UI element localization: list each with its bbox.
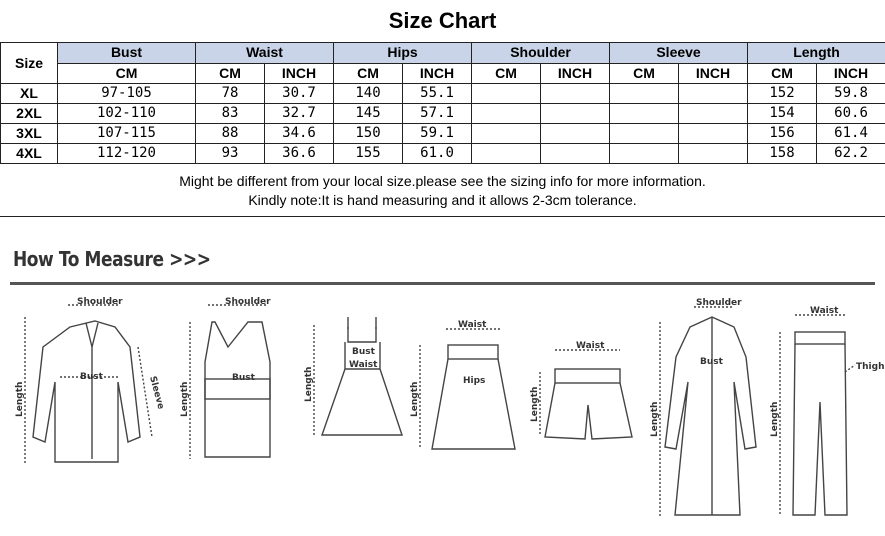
how-to-measure-heading: How To Measure >>> <box>13 247 211 271</box>
unit-header: INCH <box>679 63 748 84</box>
length-label: Length <box>770 401 780 437</box>
unit-header: INCH <box>265 63 334 84</box>
how-to-measure-section <box>0 217 885 536</box>
shoulder-cm-cell <box>472 84 541 104</box>
length-inch-cell: 62.2 <box>817 144 885 164</box>
length-label: Length <box>180 381 190 417</box>
shoulder-label: Shoulder <box>225 297 271 307</box>
heading-divider <box>10 282 875 285</box>
table-row <box>1 104 885 124</box>
length-inch-cell: 61.4 <box>817 124 885 144</box>
group-header-hips: Hips <box>334 43 472 64</box>
waist-label: Waist <box>810 306 839 316</box>
bust-label: Bust <box>232 373 255 383</box>
sleeve-inch-cell <box>679 84 748 104</box>
length-cm-cell: 156 <box>748 124 817 144</box>
bust-label: Bust <box>700 357 723 367</box>
hips-label: Hips <box>463 376 486 386</box>
shoulder-label: Shoulder <box>77 297 123 307</box>
table-row <box>1 84 885 104</box>
thigh-label: Thigh <box>856 362 885 372</box>
shoulder-label: Shoulder <box>696 298 742 308</box>
sizing-notes <box>0 162 885 217</box>
length-cm-cell: 152 <box>748 84 817 104</box>
sleeve-inch-cell <box>679 104 748 124</box>
shorts-illustration <box>540 350 632 439</box>
unit-header: INCH <box>403 63 472 84</box>
unit-header: CM <box>610 63 679 84</box>
sleeve-cm-cell <box>610 144 679 164</box>
unit-header: CM <box>196 63 265 84</box>
hips-inch-cell: 57.1 <box>403 104 472 124</box>
waist-label: Waist <box>576 341 605 351</box>
chart-title: Size Chart <box>388 8 497 33</box>
unit-header: INCH <box>817 63 885 84</box>
waist-cm-cell: 78 <box>196 84 265 104</box>
garment-illustrations <box>0 287 885 536</box>
unit-header: CM <box>58 63 196 84</box>
coat-illustration <box>660 307 756 517</box>
unit-header: CM <box>472 63 541 84</box>
sleeve-cm-cell <box>610 124 679 144</box>
waist-inch-cell: 34.6 <box>265 124 334 144</box>
waist-inch-cell: 36.6 <box>265 144 334 164</box>
blouse-illustration <box>25 305 152 465</box>
size-cell: XL <box>1 84 58 104</box>
length-label: Length <box>650 401 660 437</box>
bust-cm-cell: 102-110 <box>58 104 196 124</box>
hips-inch-cell: 59.1 <box>403 124 472 144</box>
shoulder-cm-cell <box>472 124 541 144</box>
length-label: Length <box>15 381 25 417</box>
shoulder-inch-cell <box>541 144 610 164</box>
bust-cm-cell: 107-115 <box>58 124 196 144</box>
waist-inch-cell: 32.7 <box>265 104 334 124</box>
waist-label: Waist <box>458 320 487 330</box>
hips-inch-cell: 55.1 <box>403 84 472 104</box>
pants-illustration <box>780 315 855 515</box>
sleeve-cm-cell <box>610 84 679 104</box>
sleeve-label: Sleeve <box>147 375 166 411</box>
size-cell: 2XL <box>1 104 58 124</box>
group-header-bust: Bust <box>58 43 196 64</box>
table-row <box>1 124 885 144</box>
tank-top-illustration <box>190 305 270 459</box>
waist-label: Waist <box>349 360 378 370</box>
shoulder-inch-cell <box>541 104 610 124</box>
length-label: Length <box>410 381 420 417</box>
table-row <box>1 144 885 164</box>
shoulder-inch-cell <box>541 84 610 104</box>
shoulder-inch-cell <box>541 124 610 144</box>
size-cell: 3XL <box>1 124 58 144</box>
sleeve-inch-cell <box>679 124 748 144</box>
group-header-waist: Waist <box>196 43 334 64</box>
length-inch-cell: 60.6 <box>817 104 885 124</box>
group-header-shoulder: Shoulder <box>472 43 610 64</box>
note-line-2: Kindly note:It is hand measuring and it allows 2-3cm tolerance. <box>248 192 637 208</box>
hips-cm-cell: 155 <box>334 144 403 164</box>
waist-cm-cell: 83 <box>196 104 265 124</box>
bust-cm-cell: 112-120 <box>58 144 196 164</box>
hips-cm-cell: 140 <box>334 84 403 104</box>
skirt-illustration <box>420 329 515 449</box>
group-header-length: Length <box>748 43 885 64</box>
bust-label: Bust <box>80 372 103 382</box>
length-cm-cell: 158 <box>748 144 817 164</box>
waist-cm-cell: 88 <box>196 124 265 144</box>
unit-header: CM <box>334 63 403 84</box>
length-label: Length <box>304 366 314 402</box>
bust-label: Bust <box>352 347 375 357</box>
bust-cm-cell: 97-105 <box>58 84 196 104</box>
hips-inch-cell: 61.0 <box>403 144 472 164</box>
note-line-1: Might be different from your local size.please see the sizing info for more information. <box>179 173 706 189</box>
sleeve-cm-cell <box>610 104 679 124</box>
length-label: Length <box>530 386 540 422</box>
length-cm-cell: 154 <box>748 104 817 124</box>
length-inch-cell: 59.8 <box>817 84 885 104</box>
sleeve-inch-cell <box>679 144 748 164</box>
hips-cm-cell: 145 <box>334 104 403 124</box>
shoulder-cm-cell <box>472 144 541 164</box>
waist-inch-cell: 30.7 <box>265 84 334 104</box>
group-header-sleeve: Sleeve <box>610 43 748 64</box>
waist-cm-cell: 93 <box>196 144 265 164</box>
shoulder-cm-cell <box>472 104 541 124</box>
size-header: Size <box>1 43 58 84</box>
size-cell: 4XL <box>1 144 58 164</box>
hips-cm-cell: 150 <box>334 124 403 144</box>
unit-header: CM <box>748 63 817 84</box>
unit-header: INCH <box>541 63 610 84</box>
size-table <box>0 42 885 164</box>
dress-illustration <box>314 317 402 437</box>
